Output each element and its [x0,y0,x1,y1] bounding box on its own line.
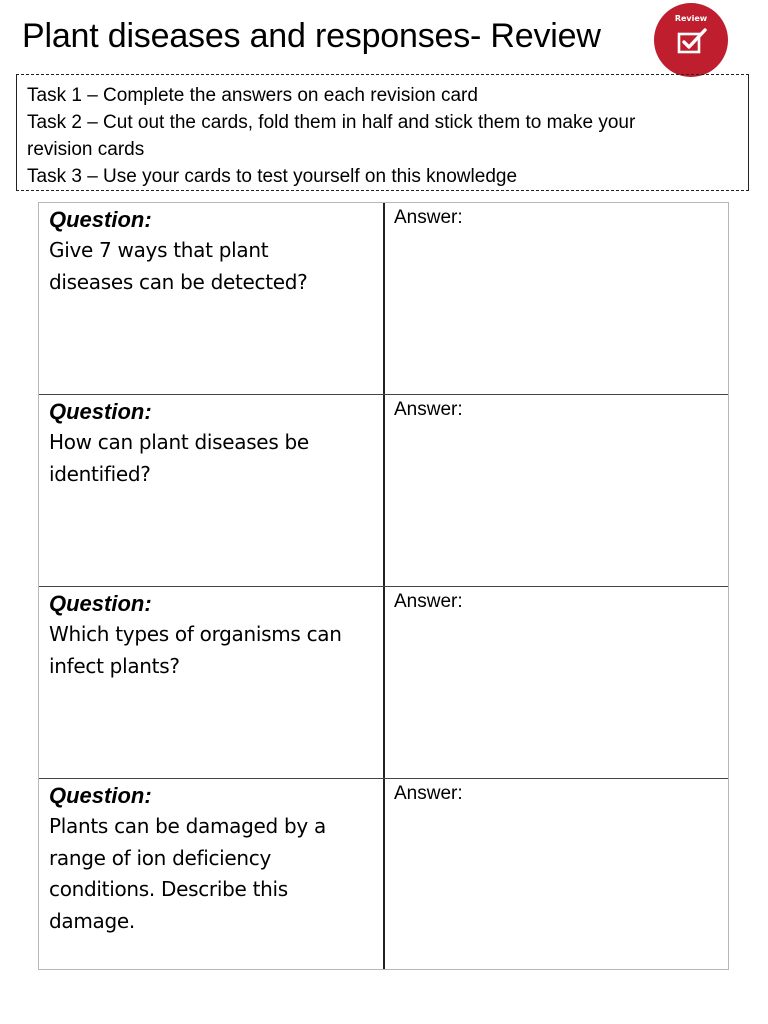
question-text-line: diseases can be detected? [49,269,308,294]
question-text-line: Give 7 ways that plant [49,238,269,262]
revision-cards-table [38,202,729,970]
revision-card [39,779,728,971]
question-text-line: range of ion deficiency [49,845,272,870]
revision-card [39,587,728,779]
answer-label: Answer: [394,399,463,420]
task-line: revision cards [27,139,145,160]
review-badge-label: Review [674,14,708,23]
question-text-line: conditions. Describe this [49,877,288,901]
checkbox-tick-icon [676,25,708,57]
question-heading: Question: [49,207,152,232]
question-text-line: damage. [49,908,135,933]
question-heading: Question: [49,783,152,808]
revision-card [39,203,728,395]
question-text-line: Plants can be damaged by a [49,814,326,838]
question-text-line: identified? [49,461,151,486]
question-heading: Question: [49,399,152,424]
answer-label: Answer: [394,783,463,804]
question-text-line: infect plants? [49,653,180,678]
review-badge [654,3,728,77]
task-line: Task 1 – Complete the answers on each revision card [27,85,478,106]
question-cell [49,781,374,937]
question-heading: Question: [49,591,152,616]
task-line: Task 3 – Use your cards to test yourself on this knowledge [27,166,518,187]
question-cell [49,589,374,682]
page-title: Plant diseases and responses- Review [22,17,601,55]
task-line: Task 2 – Cut out the cards, fold them in half and stick them to make your [27,112,636,133]
answer-label: Answer: [394,591,463,612]
task-instructions [16,74,749,191]
question-text-line: Which types of organisms can [49,622,342,646]
question-cell [49,397,374,490]
question-cell [49,205,374,298]
answer-label: Answer: [394,207,463,228]
question-text-line: How can plant diseases be [49,430,309,454]
revision-card [39,395,728,587]
